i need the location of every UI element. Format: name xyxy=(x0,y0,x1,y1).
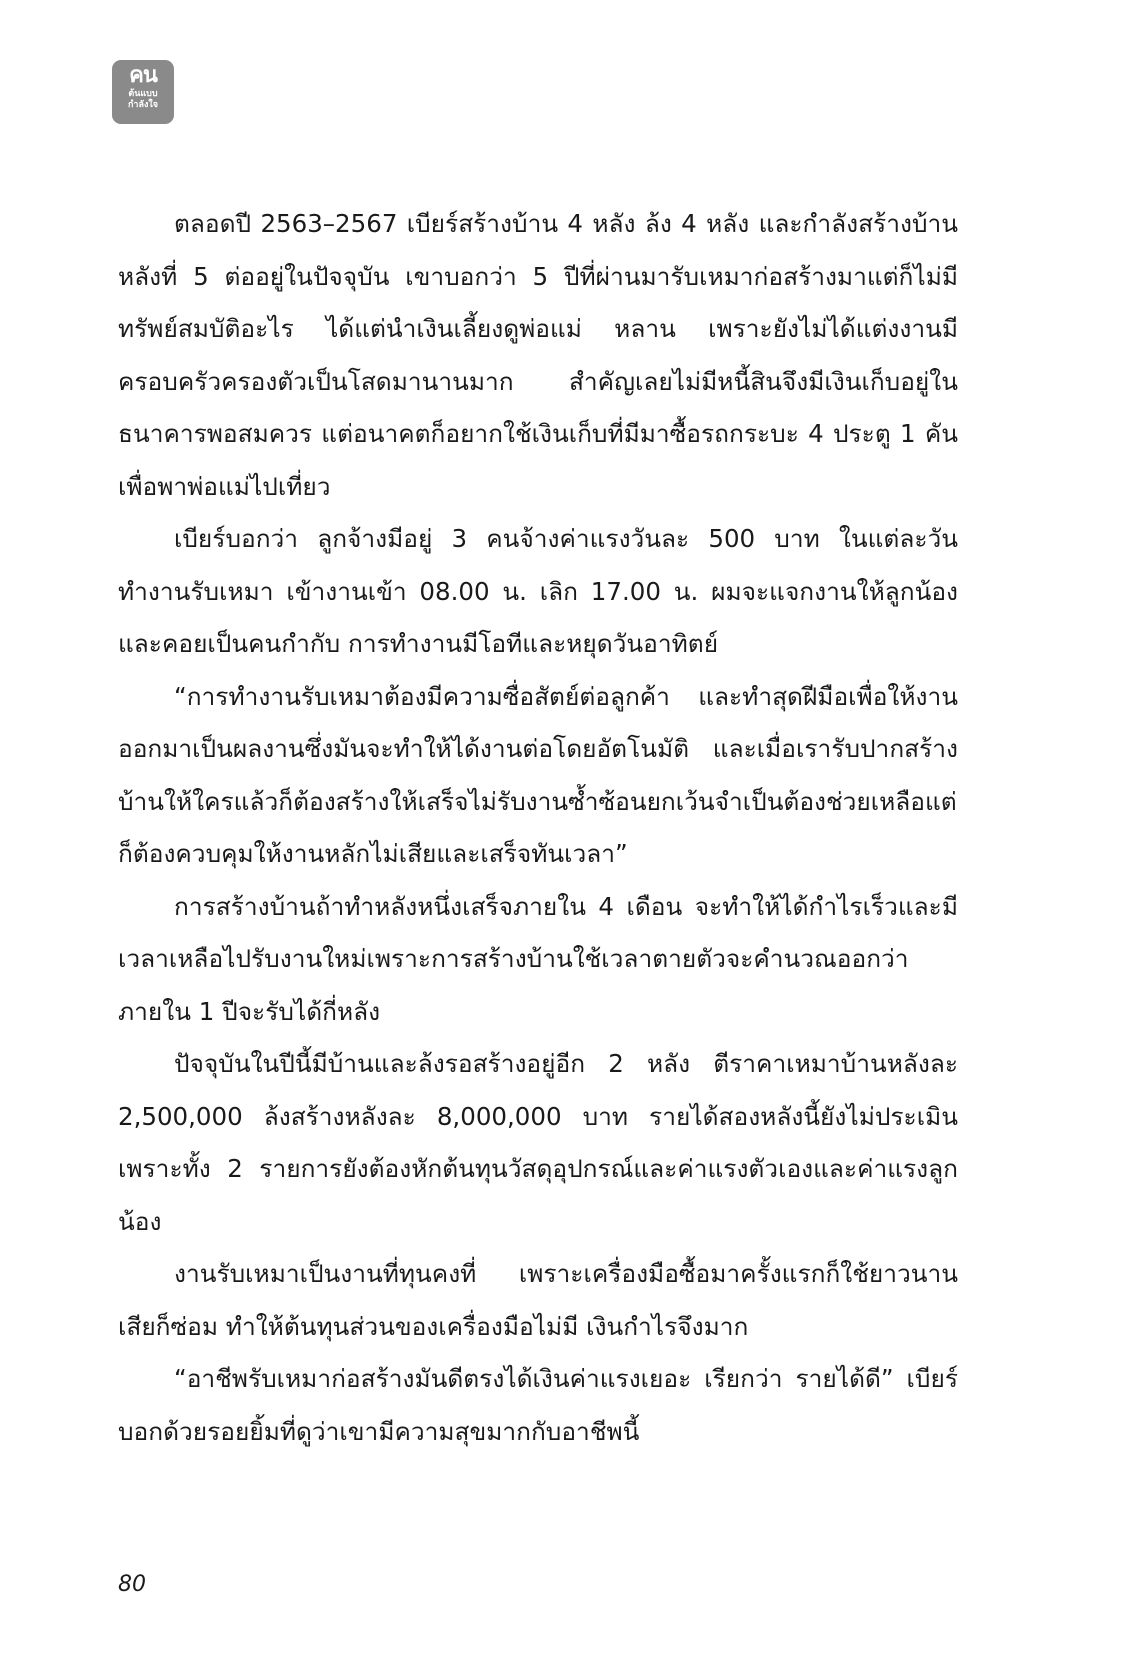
logo-sub-text-2: กำลังใจ xyxy=(127,100,159,110)
paragraph-3: “การทำงานรับเหมาต้องมีความซื่อสัตย์ต่อลูกค้า และทำสุดฝีมือเพื่อให้งานออกมาเป็นผลงานซึ่งมันจะทำให้ได้งานต่อโดยอัตโนมัติ และเมื่อเรารับปากสร้างบ้านให้ใครแล้วก็ต้องสร้างให้เสร็จไม่รับงานซ้ำซ้อนยกเว้นจำเป็นต้องช่วยเหลือแต่ก็ต้องควบคุมให้งานหลักไม่เสียและเสร็จทันเวลา” xyxy=(118,681,958,868)
paragraph-7: “อาชีพรับเหมาก่อสร้างมันดีตรงได้เงินค่าแรงเยอะ เรียกว่า รายได้ดี” เบียร์บอกด้วยรอยยิ้มที่ดูว่าเขามีความสุขมากกับอาชีพนี้ xyxy=(118,1364,958,1446)
paragraph-2: เบียร์บอกว่า ลูกจ้างมีอยู่ 3 คนจ้างค่าแรงวันละ 500 บาท ในแต่ละวันทำงานรับเหมา เข้างานเข้า 08.00 น. เลิก 17.00 น. ผมจะแจกงานให้ลูกน้องและคอยเป็นคนกำกับ การทำงานมีโอทีและหยุดวันอาทิตย์ xyxy=(118,524,958,658)
page-number: 80 xyxy=(118,1572,146,1597)
paragraph-6: งานรับเหมาเป็นงานที่ทุนคงที่ เพราะเครื่องมือซื้อมาครั้งแรกก็ใช้ยาวนาน เสียก็ซ่อม ทำให้ต้นทุนส่วนของเครื่องมือไม่มี เงินกำไรจึงมาก xyxy=(118,1259,958,1341)
paragraph-1: ตลอดปี 2563–2567 เบียร์สร้างบ้าน 4 หลัง ล้ง 4 หลัง และกำลังสร้างบ้านหลังที่ 5 ต่ออยู่ในปัจจุบัน เขาบอกว่า 5 ปีที่ผ่านมารับเหมาก่อสร้างมาแต่ก็ไม่มีทรัพย์สมบัติอะไร ได้แต่นำเงินเลี้ยงดูพ่อแม่ หลาน เพราะยังไม่ได้แต่งงานมีครอบครัวครองตัวเป็นโสดมานานมาก สำคัญเลยไม่มีหนี้สินจึงมีเงินเก็บอยู่ในธนาคารพอสมควร แต่อนาคตก็อยากใช้เงินเก็บที่มีมาซื้อรถกระบะ 4 ประตู 1 คัน เพื่อพาพ่อแม่ไปเที่ยว xyxy=(118,209,958,501)
page-body xyxy=(118,198,958,1458)
book-logo xyxy=(112,60,174,124)
paragraph-4: การสร้างบ้านถ้าทำหลังหนึ่งเสร็จภายใน 4 เดือน จะทำให้ได้กำไรเร็วและมีเวลาเหลือไปรับงานใหม่เพราะการสร้างบ้านใช้เวลาตายตัวจะคำนวณออกว่าภายใน 1 ปีจะรับได้กี่หลัง xyxy=(118,891,958,1026)
logo-main-text: คน xyxy=(129,63,157,88)
paragraph-5: ปัจจุบันในปีนี้มีบ้านและล้งรอสร้างอยู่อีก 2 หลัง ตีราคาเหมาบ้านหลังละ 2,500,000 ล้งสร้างหลังละ 8,000,000 บาท รายได้สองหลังนี้ยังไม่ประเมินเพราะทั้ง 2 รายการยังต้องหักต้นทุนวัสดุอุปกรณ์และค่าแรงตัวเองและค่าแรงลูกน้อง xyxy=(118,1049,958,1236)
logo-sub-text-1: ต้นแบบ xyxy=(128,89,158,99)
